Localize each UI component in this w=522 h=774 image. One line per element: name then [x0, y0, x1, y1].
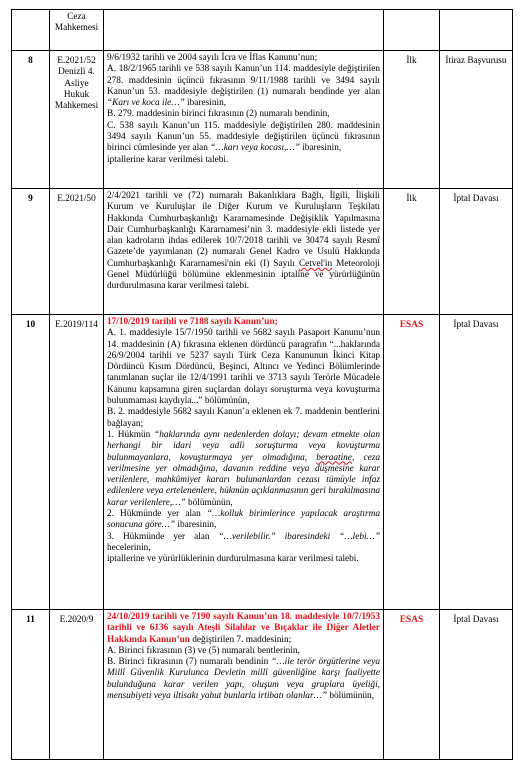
court-info: E.2020/9	[50, 610, 104, 760]
subject-line: B. 2. maddesiyle 5682 sayılı Kanun’a eklenen ek 7. maddenin bentlerini bağlayan;	[107, 407, 380, 429]
subject-line: 2/4/2021 tarihli ve (72) numaralı Bakanlıklara Bağlı, İlgili, İlişkili Kurum ve Kuruluşlar ile Diğer Kurum ve Kuruluşların Teşkilatı Hakkında Cumhurbaşkanlığı Kararnamesinde Değişiklik Yapılmasına Dair Cumhurbaşkanlığı Kararnamesi’nin 3. maddesiyle ekli listede yer alan kadroların ihdas edilerek 10/7/2018 tarihli ve 30474 sayılı Resmî Gazete’de yayımlanan (2) numaralı Genel Kadro ve Usulü Hakkında Cumhurbaşkanlığı Kararnamesi'nin eki (I) Sayılı Cetvel'in Meteoroloji Genel Müdürlüğü bölümüne eklenmesinin iptaline ve yürürlüğünün durdurulmasına karar verilmesi talebi.	[107, 191, 380, 292]
case-type: İptal Davası	[440, 610, 513, 760]
subject-line: 2. Hükmünde yer alan “…kolluk birimlerince yapılacak araştırma sonucuna göre…” ibaresinin,	[107, 509, 380, 531]
subject-line: iptallerine karar verilmesi talebi.	[107, 154, 229, 165]
status-cell: İlk	[384, 51, 440, 189]
subject-line: B. 279. maddesinin birinci fıkrasının (2) numaralı bendinin,	[107, 109, 330, 120]
case-type: İptal Davası	[440, 315, 513, 610]
status-badge: ESAS	[384, 610, 440, 760]
subject-heading: 24/10/2019 tarihli ve 7190 sayılı Kanun’un 18. maddesiyle 10/7/1953 tarihli ve 6136 sayılı Ateşli Silahlar ve Bıçaklar ile Diğer Aletler Hakkında Kanun’un	[107, 612, 380, 645]
case-subject	[104, 610, 384, 760]
subject-line: 9/6/1932 tarihli ve 2004 sayılı İcra ve İflas Kanunu’nun;	[107, 53, 318, 63]
case-subject	[104, 189, 384, 315]
subject-line: C. 538 sayılı Kanun’un 115. maddesiyle değiştirilen 280. maddesinin 3494 sayılı Kanun’un 55. maddesiyle değiştirilen üçüncü fıkrasının birinci cümlesinde yer alan “…karı veya kocası,…” ibaresinin,	[107, 120, 380, 154]
cases-table	[11, 9, 513, 760]
header-cell-empty	[12, 10, 50, 51]
subject-line: B. Birinci fıkrasının (7) numaralı bendinin “…ile terör örgütlerine veya Millî Güvenlik Kurulunca Devletin millî güvenliğine karşı faaliyette bulunduğuna karar verilen yapı, oluşum veya gruplara üyeliği, mensubiyeti veya iltisakı yahut bunlarla irtibatı olanlar…” bölümünün,	[107, 657, 381, 702]
table-header-row	[12, 10, 513, 51]
court-info: E.2019/114	[50, 315, 104, 610]
header-cell-empty	[384, 10, 440, 51]
subject-line: iptallerine ve yürürlüklerinin durdurulmasına karar verilmesi talebi.	[107, 554, 359, 565]
subject-heading: 17/10/2019 tarihli ve 7188 sayılı Kanun’un;	[107, 317, 278, 327]
subject-heading-line	[107, 612, 380, 646]
subject-line: 3. Hükmünde yer alan “…verilebilir.” ibaresindeki “…lebi…” hecelerinin,	[107, 531, 380, 553]
subject-heading-tail: değiştirilen 7. maddesinin;	[189, 634, 292, 645]
row-number: 10	[12, 315, 50, 610]
subject-line: A. 1. maddesiyle 15/7/1950 tarihli ve 5682 sayılı Pasaport Kanunu’nun 14. maddesinin (A) fıkrasına eklenen dördüncü paragrafın “...haklarında 26/9/2004 tarihli ve 5237 sayılı Türk Ceza Kanununun İkinci Kitap Dördüncü Kısım Dördüncü, Beşinci, Altıncı ve Yedinci Bölümlerinde tanımlanan suçlar ile 12/4/1991 tarihli ve 3713 sayılı Terörle Mücadele Kanunu kapsamına giren suçlardan dolayı soruşturma veya kovuşturma bulunmaması kaydıyla...” bölümünün,	[107, 328, 380, 407]
header-cell-empty	[440, 10, 513, 51]
subject-line: 1. Hükmün “haklarında aynı nedenlerden dolayı; devam etmekte olan herhangi bir idari veya adli soruşturma veya kovuşturma bulunmayanlara, kovuşturmaya yer olmadığına, beraatine, ceza verilmesine yer olmadığına, davanın reddine veya düşmesine karar verilenlere, mahkûmiyet kararı bulunanlardan cezası tümüyle infaz edilenlere veya ertelenenlere, hükmün açıklanmasının geri bırakılmasına karar verilenlere,…” bölümünün,	[107, 429, 380, 508]
case-subject	[104, 51, 384, 189]
court-info: E.2021/50	[50, 189, 104, 315]
case-type: İtiraz Başvurusu	[440, 51, 513, 189]
header-cell-empty	[104, 10, 384, 51]
table-row	[12, 51, 513, 189]
row-number: 11	[12, 610, 50, 760]
row-number: 8	[12, 51, 50, 189]
table-row	[12, 189, 513, 315]
table-row	[12, 610, 513, 760]
case-subject	[104, 315, 384, 610]
subject-line: A. Birinci fıkrasının (3) ve (5) numaralı bentlerinin,	[107, 645, 300, 656]
status-cell: İlk	[384, 189, 440, 315]
table-row	[12, 315, 513, 610]
subject-line: A. 18/2/1965 tarihli ve 538 sayılı Kanun’un 114. maddesiyle değiştirilen 278. maddesinin üçüncü fıkrasının 9/11/1988 tarihli ve 3494 sayılı Kanun’un 53. maddesiyle değiştirilen (1) numaralı bendinde yer alan “Karı ve koca ile…” ibaresinin,	[107, 64, 380, 109]
status-badge: ESAS	[384, 315, 440, 610]
court-info: E.2021/52 Denizli 4. Asliye Hukuk Mahkemesi	[50, 51, 104, 189]
row-number: 9	[12, 189, 50, 315]
header-court: Ceza Mahkemesi	[50, 10, 104, 51]
case-type: İptal Davası	[440, 189, 513, 315]
